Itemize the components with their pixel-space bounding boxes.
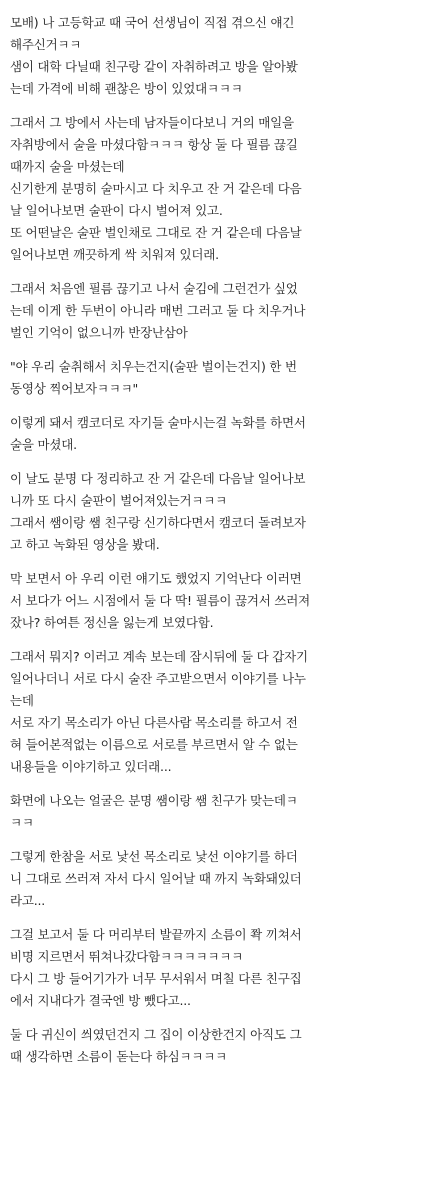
text-line: 그래서 쌤이랑 쌤 친구랑 신기하다면서 캠코더 돌려보자 xyxy=(10,515,306,530)
paragraph xyxy=(10,112,415,266)
text-line: 동영상 찍어보자ㅋㅋㅋ" xyxy=(10,381,139,396)
text-line: 이 날도 분명 다 정리하고 잔 거 같은데 다음날 일어나보 xyxy=(10,471,306,486)
text-line: 막 보면서 아 우리 이런 얘기도 했었지 기억난다 이러면 xyxy=(10,571,302,586)
text-line: 는데 가격에 비해 괜찮은 방이 있었대ㅋㅋㅋ xyxy=(10,81,243,96)
text-line: 서 보다가 어느 시점에서 둘 다 딱! 필름이 끊겨서 쓰러져 xyxy=(10,593,311,608)
text-line: 다시 그 방 들어기가가 너무 무서워서 며칠 다른 친구집 xyxy=(10,971,302,986)
text-line: 둘 다 귀신이 씌였던건지 그 집이 이상한건지 아직도 그 xyxy=(10,1027,302,1042)
paragraph xyxy=(10,1024,415,1068)
text-line: 화면에 나오는 얼굴은 분명 쌤이랑 쌤 친구가 맞는데ㅋ xyxy=(10,793,298,808)
text-line: 에서 지내다가 결국엔 방 뺐다고... xyxy=(10,993,191,1008)
text-line: 그래서 처음엔 필름 끊기고 나서 술김에 그런건가 싶었 xyxy=(10,281,298,296)
paragraph xyxy=(10,278,415,344)
text-line: 모배) 나 고등학교 때 국어 선생님이 직접 겪으신 얘긴 xyxy=(10,15,295,30)
text-line: 날 일어나보면 술판이 다시 벌어져 있고. xyxy=(10,203,223,218)
text-line: 는데 xyxy=(10,693,34,708)
text-line: 샘이 대학 다닐때 친구랑 같이 자취하려고 방을 알아봤 xyxy=(10,59,298,74)
text-line: 니까 또 다시 술판이 벌어져있는거ㅋㅋㅋ xyxy=(10,493,227,508)
text-line: 서로 자기 목소리가 아닌 다른사람 목소리를 하고서 전 xyxy=(10,715,298,730)
text-line: 때 생각하면 소름이 돋는다 하심ㅋㅋㅋㅋ xyxy=(10,1049,227,1064)
text-line: 때까지 술을 마셨는데 xyxy=(10,159,125,174)
paragraph xyxy=(10,846,415,912)
text-line: 그래서 그 방에서 사는데 남자들이다보니 거의 매일을 xyxy=(10,115,294,130)
paragraph xyxy=(10,12,415,100)
text-line: 벌인 기억이 없으니까 반장난삼아 xyxy=(10,325,188,340)
paragraph-gap xyxy=(10,1012,415,1024)
paragraph-gap xyxy=(10,634,415,646)
text-line: 비명 지르면서 뛰쳐나갔다함ㅋㅋㅋㅋㅋㅋㅋ xyxy=(10,949,244,964)
paragraph-gap xyxy=(10,100,415,112)
paragraph-gap xyxy=(10,266,415,278)
text-line: 해주신거ㅋㅋ xyxy=(10,37,82,52)
text-line: 술을 마셨대. xyxy=(10,437,77,452)
paragraph xyxy=(10,412,415,456)
paragraph-gap xyxy=(10,778,415,790)
paragraph-gap xyxy=(10,344,415,356)
text-line: 내용들을 이야기하고 있더래... xyxy=(10,759,172,774)
text-line: 일어나보면 깨끗하게 싹 치워져 있더래. xyxy=(10,247,219,262)
text-line: 니 그대로 쓰러져 자서 다시 일어날 때 까지 녹화돼있더 xyxy=(10,871,302,886)
text-line: 는데 이게 한 두번이 아니라 매번 그러고 둘 다 치우거나 xyxy=(10,303,306,318)
text-line: "야 우리 술취해서 치우는건지(술판 벌이는건지) 한 번 xyxy=(10,359,297,374)
paragraph xyxy=(10,568,415,634)
paragraph xyxy=(10,924,415,1012)
paragraph-gap xyxy=(10,400,415,412)
text-line: ㅋㅋ xyxy=(10,815,34,830)
paragraph xyxy=(10,790,415,834)
text-line: 그렇게 한참을 서로 낯선 목소리로 낯선 이야기를 하더 xyxy=(10,849,298,864)
text-line: 이렇게 돼서 캠코더로 자기들 술마시는걸 녹화를 하면서 xyxy=(10,415,306,430)
text-line: 고 하고 녹화된 영상을 봤대. xyxy=(10,537,160,552)
text-line: 잤나? 하여튼 정신을 잃는게 보였다함. xyxy=(10,615,214,630)
text-line: 또 어떤날은 술판 벌인채로 그대로 잔 거 같은데 다음날 xyxy=(10,225,302,240)
paragraph xyxy=(10,646,415,778)
text-line: 혀 들어본적없는 이름으로 서로를 부르면서 알 수 없는 xyxy=(10,737,298,752)
paragraph-gap xyxy=(10,834,415,846)
text-line: 일어나더니 서로 다시 술잔 주고받으면서 이야기를 나누 xyxy=(10,671,306,686)
paragraph xyxy=(10,468,415,556)
text-line: 신기한게 분명히 술마시고 다 치우고 잔 거 같은데 다음 xyxy=(10,181,302,196)
paragraph-gap xyxy=(10,912,415,924)
text-line: 그래서 뭐지? 이러고 계속 보는데 잠시뒤에 둘 다 갑자기 xyxy=(10,649,308,664)
text-line: 그걸 보고서 둘 다 머리부터 발끝까지 소름이 쫙 끼쳐서 xyxy=(10,927,302,942)
text-line: 자취방에서 술을 마셨다함ㅋㅋㅋ 항상 둘 다 필름 끊길 xyxy=(10,137,298,152)
paragraph xyxy=(10,356,415,400)
text-line: 라고... xyxy=(10,893,46,908)
paragraph-gap xyxy=(10,556,415,568)
paragraph-gap xyxy=(10,456,415,468)
